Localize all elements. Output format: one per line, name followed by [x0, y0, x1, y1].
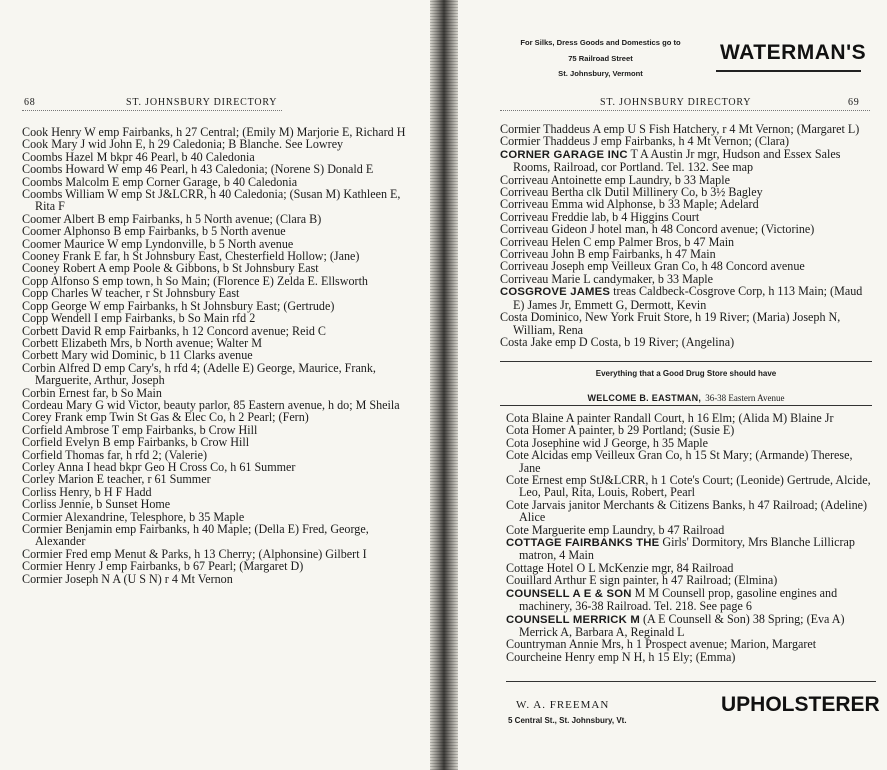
directory-entry: Cook Henry W emp Fairbanks, h 27 Central; (Emily M) Marjorie E, Richard H [22, 125, 406, 139]
directory-entry: Corley Marion E teacher, r 61 Summer [22, 472, 211, 487]
entry-business-name: COSGROVE JAMES [500, 286, 611, 299]
drug-ad-line1: Everything that a Good Drug Store should have [595, 369, 777, 378]
directory-entry [500, 336, 868, 348]
directory-entry: Cook Mary J wid John E, h 29 Caledonia; B Blanche. See Lowrey [22, 137, 344, 152]
directory-entry [500, 148, 868, 174]
directory-entry: Corfield Ambrose T emp Fairbanks, b Crow Hill [22, 422, 258, 437]
entry-text: Couillard Arthur E sign painter, h 47 Railroad; (Elmina) [506, 573, 778, 588]
directory-entry [506, 499, 872, 524]
drug-ad-address: 36-38 Eastern Avenue [705, 393, 785, 403]
directory-entry [500, 285, 868, 311]
drug-ad-top-rule [500, 361, 872, 362]
directory-entry [506, 449, 872, 474]
entry-business-name: COTTAGE FAIRBANKS THE [506, 537, 660, 550]
directory-entry [506, 613, 872, 639]
entry-text: treas Caldbeck-Cosgrove Corp, h 113 Main; (Maud E) James Jr, Emmett G, Dermott, Kevin [513, 284, 863, 312]
entry-text: Costa Dominico, New York Fruit Store, h 19 River; (Maria) Joseph N, William, Rena [500, 310, 841, 337]
directory-entry: Coomer Maurice W emp Lyndonville, b 5 North avenue [22, 236, 294, 251]
directory-entry: Corley Anna I head bkpr Geo H Cross Co, h 61 Summer [22, 459, 296, 474]
entry-text: Corriveau Gideon J hotel man, h 48 Concord avenue; (Victorine) [500, 222, 815, 237]
entry-text: Cota Josephine wid J George, h 35 Maple [506, 435, 708, 450]
ad-waterman-brand: WATERMAN'S [720, 41, 867, 64]
upholsterer-ad-trade: UPHOLSTERER [721, 693, 880, 716]
directory-entry: Corliss Henry, b H F Hadd [22, 484, 152, 499]
book-gutter [430, 0, 458, 770]
directory-entry: Coombs Hazel M bkpr 46 Pearl, b 40 Caledonia [22, 149, 255, 164]
directory-entry: Corbett Elizabeth Mrs, b North avenue; Walter M [22, 335, 262, 350]
directory-entry: Coombs Malcolm E emp Corner Garage, b 40 Caledonia [22, 174, 298, 189]
entry-text: Corriveau Antoinette emp Laundry, b 33 Maple [500, 172, 730, 187]
drug-ad-name-line [500, 388, 872, 406]
drug-ad-bottom-rule [500, 405, 872, 406]
directory-entry: Corbett David R emp Fairbanks, h 12 Concord avenue; Reid C [22, 323, 326, 338]
entry-business-name: COUNSELL A E & SON [506, 587, 632, 600]
header-rule-left [22, 110, 282, 111]
directory-entry: Cooney Robert A emp Poole & Gibbons, b St Johnsbury East [22, 261, 319, 276]
directory-entry: Corfield Evelyn B emp Fairbanks, b Crow Hill [22, 435, 250, 450]
ad-waterman-line3: St. Johnsbury, Vermont [558, 69, 643, 78]
entry-text: Countryman Annie Mrs, h 1 Prospect avenue; Marion, Margaret [506, 637, 817, 652]
directory-entry: Coombs William W emp St J&LCRR, h 40 Caledonia; (Susan M) Kathleen E, Rita F [22, 187, 401, 214]
ad-waterman-underline [716, 70, 861, 72]
directory-entry: Cormier Alexandrine, Telesphore, b 35 Maple [22, 509, 245, 524]
directory-entry: Cormier Joseph N A (U S N) r 4 Mt Vernon [22, 571, 233, 586]
directory-entry: Cormier Henry J emp Fairbanks, b 67 Pearl; (Margaret D) [22, 559, 304, 574]
entry-text: Corriveau Helen C emp Palmer Bros, b 47 Main [500, 234, 735, 249]
right-entries-list-b [506, 412, 872, 663]
directory-entry: Cormier Fred emp Menut & Parks, h 13 Cherry; (Alphonsine) Gilbert I [22, 546, 367, 561]
directory-entry: Corbin Alfred D emp Cary's, h rfd 4; (Adelle E) George, Maurice, Frank, Marguerite, Arthur, Joseph [22, 360, 376, 388]
entry-text: Courcheine Henry emp N H, h 15 Ely; (Emma) [506, 649, 736, 664]
entry-text: Corriveau Freddie lab, b 4 Higgins Court [500, 209, 700, 224]
entry-text: Cottage Hotel O L McKenzie mgr, 84 Railroad [506, 560, 734, 575]
entry-text: Cote Alcidas emp Veilleux Gran Co, h 15 St Mary; (Armande) Therese, Jane [506, 448, 853, 475]
left-page [0, 0, 430, 770]
ad-waterman-line1: For Silks, Dress Goods and Domestics go to [520, 38, 681, 47]
entry-text: T A Austin Jr mgr, Hudson and Essex Sales Rooms, Railroad, cor Portland. Tel. 132. See map [513, 146, 841, 175]
entry-text: Cote Marguerite emp Laundry, b 47 Railroad [506, 522, 725, 537]
entry-text: Cormier Thaddeus J emp Fairbanks, h 4 Mt Vernon; (Clara) [500, 134, 790, 149]
entry-text: (A E Counsell & Son) 38 Spring; (Eva A) Merrick A, Barbara A, Reginald L [519, 611, 845, 639]
page-number-right: 69 [848, 97, 860, 108]
entry-text: Corriveau Emma wid Alphonse, b 33 Maple; Adelard [500, 197, 759, 212]
directory-entry [506, 474, 872, 499]
right-entries-list-a [500, 123, 868, 348]
ad-waterman-line2: 75 Railroad Street [568, 54, 633, 63]
running-head-right: ST. JOHNSBURY DIRECTORY [600, 97, 752, 108]
left-entries-list [22, 126, 410, 585]
directory-entry: Coomer Alphonso B emp Fairbanks, b 5 North avenue [22, 224, 286, 239]
header-rule-right [500, 110, 870, 111]
directory-entry: Corey Frank emp Twin St Gas & Elec Co, h 2 Pearl; (Fern) [22, 410, 309, 425]
entry-text: Corriveau John B emp Fairbanks, h 47 Main [500, 247, 716, 262]
directory-entry [500, 311, 868, 336]
entry-text: Corriveau Marie L candymaker, b 33 Maple [500, 271, 713, 286]
entry-business-name: CORNER GARAGE INC [500, 148, 628, 161]
directory-entry: Cooney Frank E far, h St Johnsbury East, Chesterfield Hollow; (Jane) [22, 249, 360, 264]
directory-entry: Corbett Mary wid Dominic, b 11 Clarks avenue [22, 348, 253, 363]
directory-entry: Copp Alfonso S emp town, h So Main; (Florence E) Zelda E. Ellsworth [22, 273, 368, 288]
upholsterer-ad-address: 5 Central St., St. Johnsbury, Vt. [508, 716, 627, 725]
directory-entry: Corfield Thomas far, h rfd 2; (Valerie) [22, 447, 208, 462]
directory-entry: Coombs Howard W emp 46 Pearl, h 43 Caledonia; (Norene S) Donald E [22, 162, 374, 177]
entry-text: Corriveau Joseph emp Veilleux Gran Co, h 48 Concord avenue [500, 259, 805, 274]
directory-entry [506, 536, 872, 562]
directory-entry: Copp Charles W teacher, r St Johnsbury East [22, 286, 240, 301]
entry-text: Corriveau Bertha clk Dutil Millinery Co, b 3½ Bagley [500, 185, 763, 200]
directory-entry: Cormier Benjamin emp Fairbanks, h 40 Maple; (Della E) Fred, George, Alexander [22, 522, 369, 549]
directory-entry: Copp Wendell I emp Fairbanks, b So Main rfd 2 [22, 311, 256, 326]
running-head-left: ST. JOHNSBURY DIRECTORY [126, 97, 278, 108]
entry-text: Cota Blaine A painter Randall Court, h 16 Elm; (Alida M) Blaine Jr [506, 411, 834, 425]
right-page [458, 0, 887, 770]
directory-entry: Copp George W emp Fairbanks, h St Johnsbury East; (Gertrude) [22, 298, 335, 313]
entry-text: M M Counsell prop, gasoline engines and machinery, 36-38 Railroad. Tel. 218. See page 6 [519, 585, 838, 614]
directory-entry: Coomer Albert B emp Fairbanks, h 5 North avenue; (Clara B) [22, 211, 322, 226]
entry-text: Cormier Thaddeus A emp U S Fish Hatchery, r 4 Mt Vernon; (Margaret L) [500, 122, 860, 136]
entry-text: Cota Homer A painter, b 29 Portland; (Susie E) [506, 423, 735, 438]
directory-entry [506, 651, 872, 663]
directory-entry: Corbin Ernest far, b So Main [22, 385, 162, 400]
drug-ad-name: WELCOME B. EASTMAN, [587, 393, 702, 403]
directory-entry: Corliss Jennie, b Sunset Home [22, 497, 171, 512]
upholsterer-ad-rule [506, 681, 876, 682]
entry-business-name: COUNSELL MERRICK M [506, 613, 640, 626]
upholsterer-ad-name: W. A. FREEMAN [516, 699, 610, 711]
entry-text: Cote Ernest emp StJ&LCRR, h 1 Cote's Court; (Leonide) Gertrude, Alcide, Leo, Paul, Rita, Louis, Robert, Pearl [506, 473, 871, 500]
entry-text: Costa Jake emp D Costa, b 19 River; (Angelina) [500, 334, 735, 349]
entry-text: Cote Jarvais janitor Merchants & Citizens Banks, h 47 Railroad; (Adeline) Alice [506, 497, 868, 525]
entry-text: Girls' Dormitory, Mrs Blanche Lillicrap matron, 4 Main [519, 535, 855, 563]
directory-entry: Cordeau Mary G wid Victor, beauty parlor, 85 Eastern avenue, h do; M Sheila [22, 397, 400, 412]
directory-entry [506, 587, 872, 613]
page-number-left: 68 [24, 97, 36, 108]
